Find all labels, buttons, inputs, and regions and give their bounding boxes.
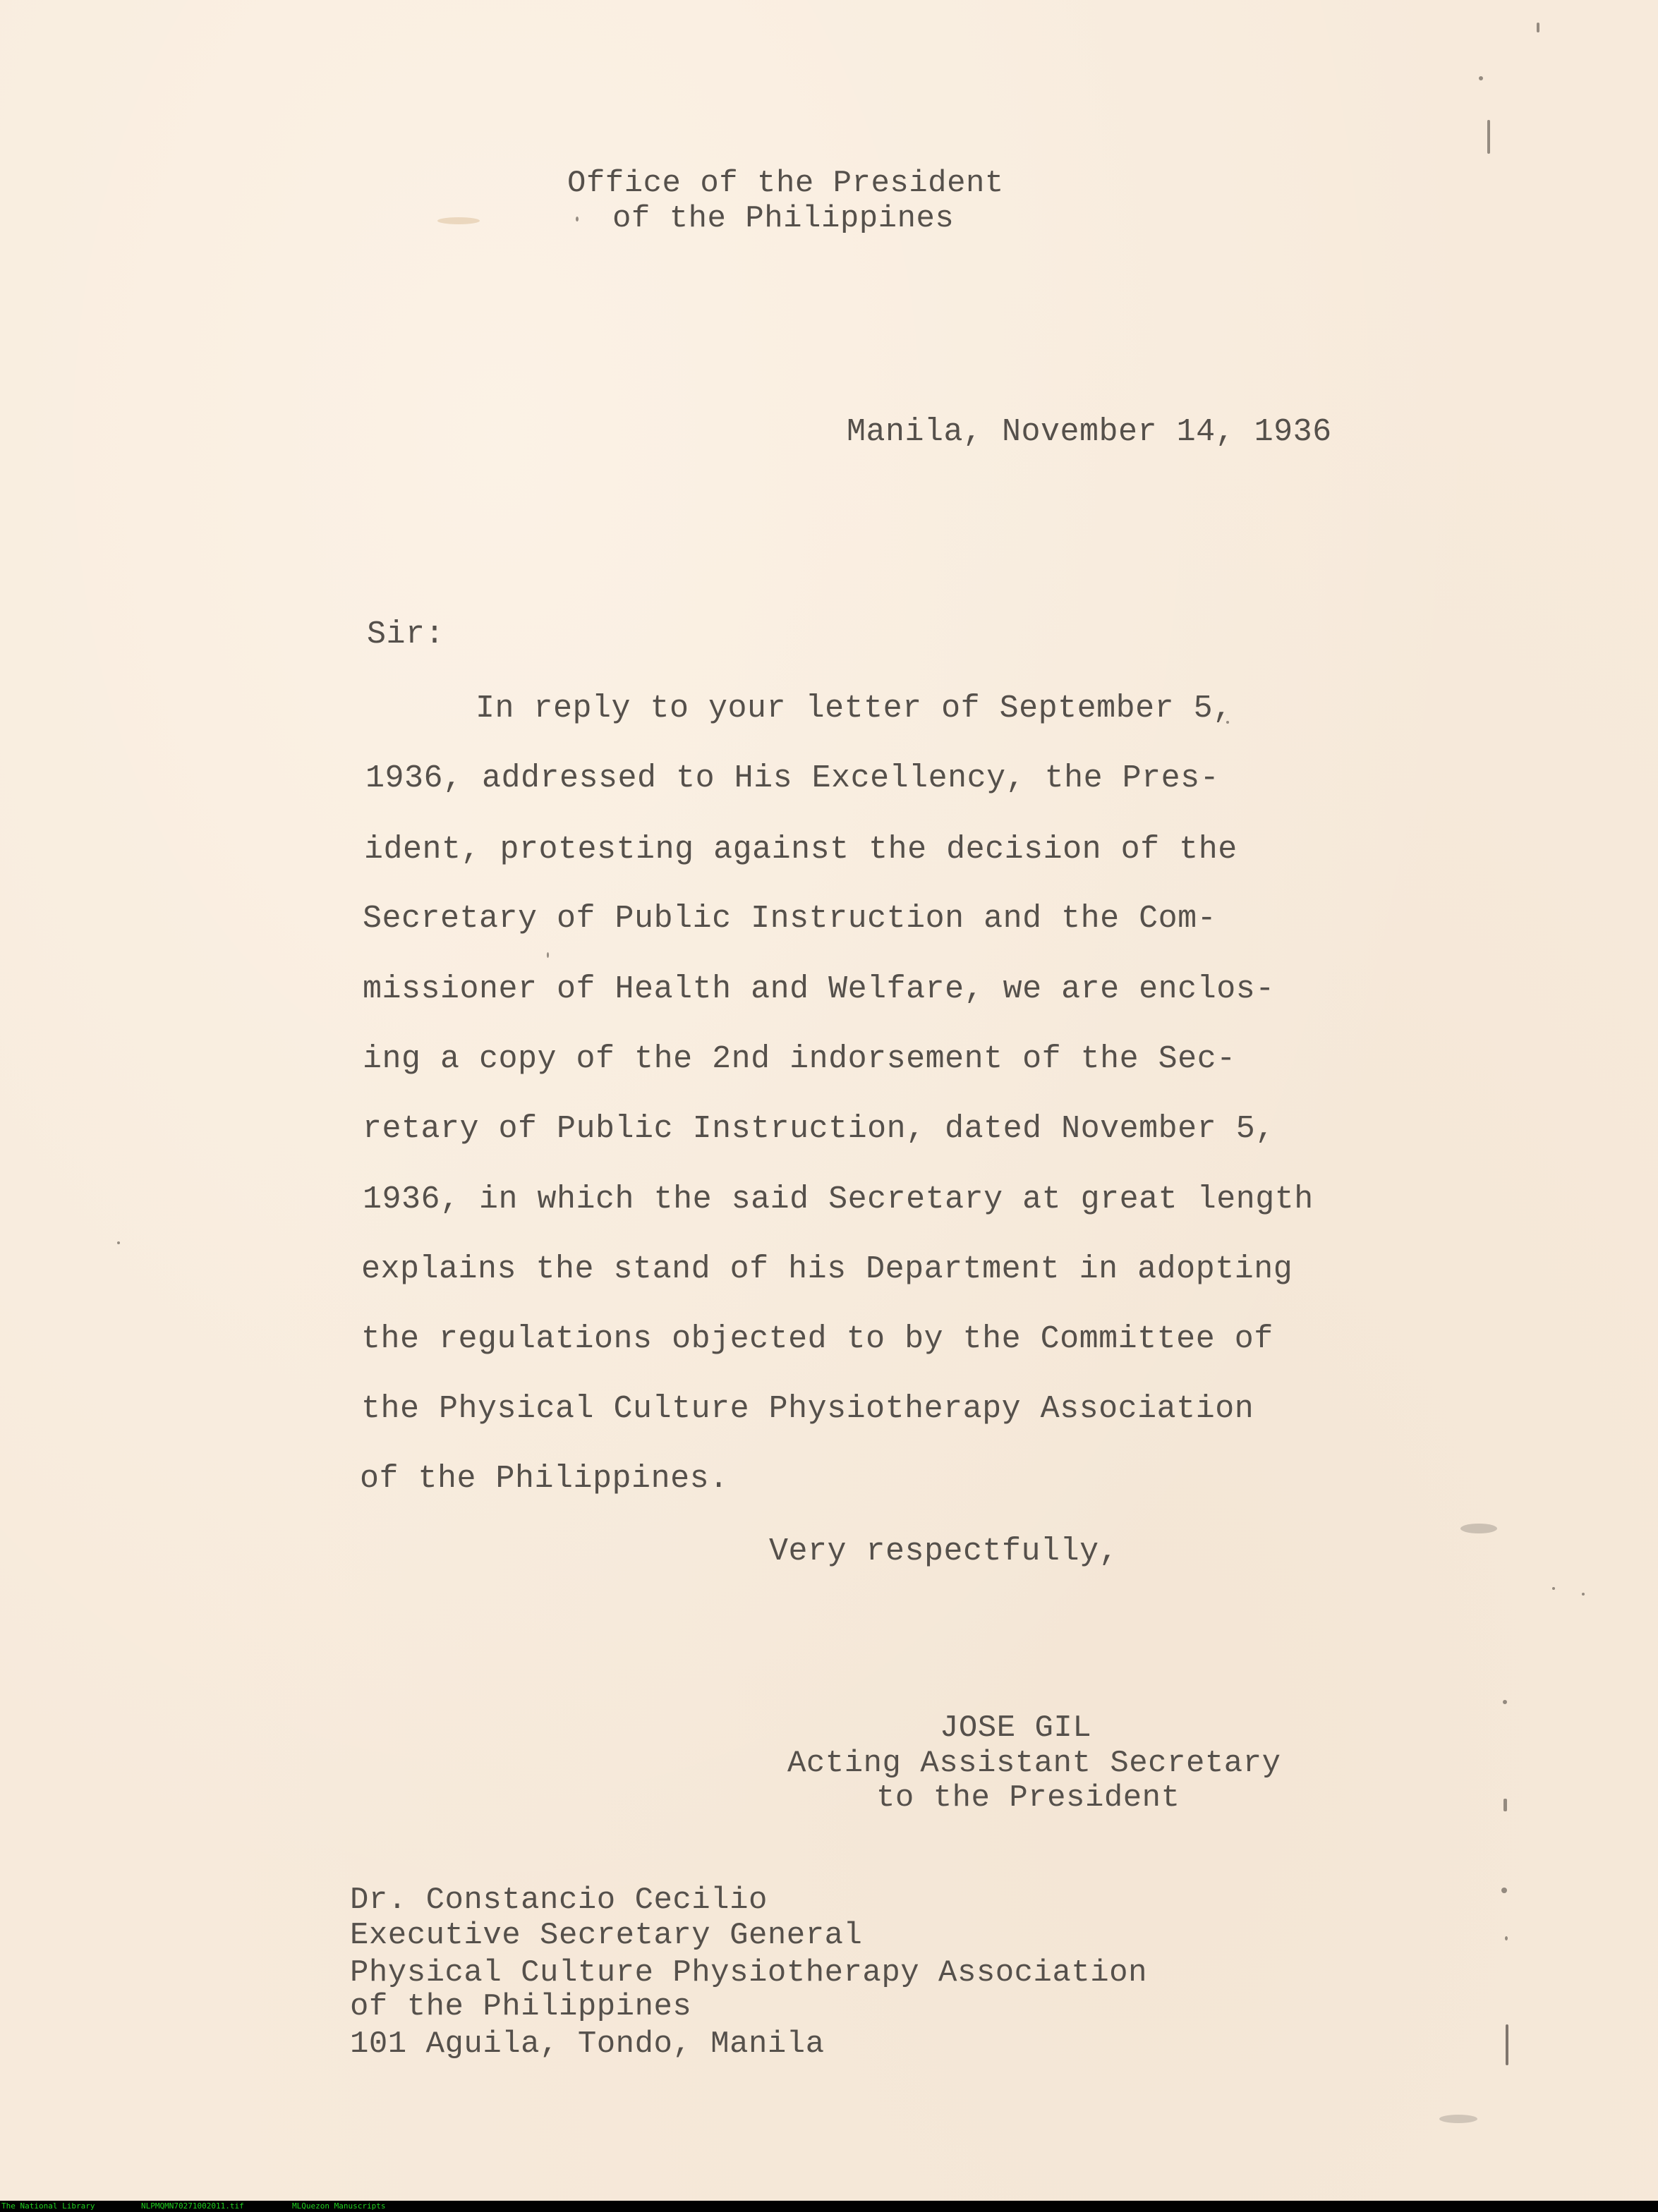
paper-speck	[1505, 1936, 1508, 1940]
body-line: missioner of Health and Welfare, we are enclos-	[363, 971, 1275, 1007]
footer-collection: MLQuezon Manuscripts	[292, 2201, 386, 2211]
recipient-line: Executive Secretary General	[350, 1918, 863, 1953]
paper-speck	[1582, 1593, 1585, 1596]
paper-smudge	[1439, 2115, 1477, 2123]
body-line: ident, protesting against the decision of the	[364, 832, 1238, 868]
body-line: the Physical Culture Physiotherapy Association	[361, 1391, 1254, 1427]
body-line: explains the stand of his Department in adopting	[361, 1251, 1293, 1287]
body-line: 1936, addressed to His Excellency, the Pres-	[365, 760, 1220, 796]
signatory-name: JOSE GIL	[940, 1710, 1092, 1746]
body-line: the regulations objected to by the Committee of	[361, 1321, 1273, 1357]
paper-smudge	[437, 217, 480, 224]
body-line: In reply to your letter of September 5,	[476, 691, 1233, 727]
recipient-line: of the Philippines	[350, 1989, 692, 2024]
footer-library: The National Library	[1, 2201, 95, 2211]
body-line: Secretary of Public Instruction and the Com-	[363, 901, 1217, 937]
paper-speck	[1487, 120, 1490, 154]
date-line: Manila, November 14, 1936	[847, 414, 1332, 450]
paper-speck	[117, 1241, 120, 1244]
closing: Very respectfully,	[769, 1533, 1119, 1569]
archive-footer	[0, 2201, 1658, 2212]
paper-speck	[576, 217, 579, 221]
paper-smudge	[1460, 1524, 1497, 1533]
paper-speck	[547, 952, 549, 958]
recipient-line: 101 Aguila, Tondo, Manila	[350, 2026, 825, 2062]
signatory-title-line-1: Acting Assistant Secretary	[787, 1746, 1281, 1781]
paper-speck	[1503, 1700, 1507, 1704]
paper-speck	[1552, 1587, 1555, 1590]
salutation: Sir:	[367, 616, 445, 652]
letterhead-line-1: Office of the President	[567, 166, 1004, 201]
paper-speck	[1503, 1799, 1507, 1811]
paper-speck	[1506, 2024, 1508, 2065]
body-line: ing a copy of the 2nd indorsement of the Sec-	[363, 1041, 1236, 1077]
footer-file: NLPMQMN70271002011.tif	[141, 2201, 244, 2211]
body-line: retary of Public Instruction, dated November 5,	[363, 1111, 1275, 1147]
letterhead-line-2: of the Philippines	[612, 201, 955, 236]
body-line: 1936, in which the said Secretary at great length	[363, 1181, 1314, 1217]
paper-speck	[1537, 23, 1539, 32]
paper-speck	[1501, 1888, 1507, 1893]
body-line: of the Philippines.	[360, 1461, 729, 1497]
signatory-title-line-2: to the President	[876, 1780, 1180, 1816]
recipient-line: Dr. Constancio Cecilio	[350, 1883, 768, 1918]
recipient-line: Physical Culture Physiotherapy Association	[350, 1955, 1147, 1991]
